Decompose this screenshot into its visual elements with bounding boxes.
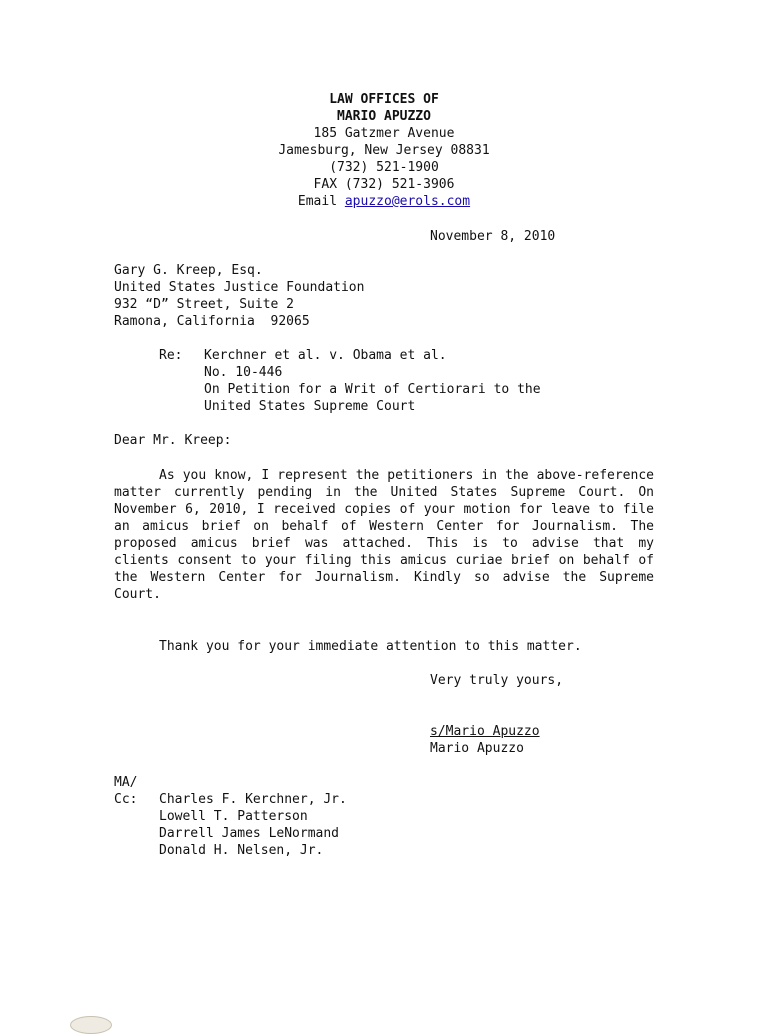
email-link[interactable]: apuzzo@erols.com — [344, 194, 471, 209]
cc-row — [114, 808, 347, 825]
re-spacer — [159, 381, 204, 398]
letterhead-email-row — [0, 193, 768, 210]
closing: Very truly yours, — [430, 673, 564, 688]
email-label: Email — [297, 194, 345, 209]
signer-name: Mario Apuzzo — [430, 741, 524, 756]
cc-name: Lowell T. Patterson — [159, 809, 308, 824]
cc-spacer — [114, 825, 159, 842]
cc-name: Donald H. Nelsen, Jr. — [159, 843, 324, 858]
re-line: Kerchner et al. v. Obama et al. — [204, 348, 447, 363]
cc-name: Darrell James LeNormand — [159, 826, 340, 841]
letterhead-phone: (732) 521-1900 — [329, 160, 439, 175]
cc-row — [114, 791, 347, 808]
body-paragraph: As you know, I represent the petitioners in the above-reference matter currently pending in the United States Supreme Court. On November 6, 2010, I received copies of your motion for leave to file an amicus brief on behalf of Western Center for Journalism. The proposed amicus brief was attached. This is to advise that my clients consent to your filing this amicus curiae brief on behalf of the Western Center for Journalism. Kindly so advise the Supreme Court. — [114, 468, 654, 602]
letterhead — [0, 91, 768, 210]
addressee-line: 932 “D” Street, Suite 2 — [114, 297, 295, 312]
cc-name: Charles F. Kerchner, Jr. — [159, 792, 347, 807]
salutation: Dear Mr. Kreep: — [114, 433, 232, 448]
signature-block — [430, 723, 540, 757]
cc-block — [114, 791, 347, 859]
cc-label: Cc: — [114, 792, 138, 807]
re-block — [159, 347, 541, 415]
seal-mark — [70, 1016, 112, 1034]
cc-spacer — [114, 842, 159, 859]
re-spacer — [159, 364, 204, 381]
re-row — [159, 381, 541, 398]
re-line: United States Supreme Court — [204, 399, 416, 414]
re-row — [159, 364, 541, 381]
re-spacer — [159, 398, 204, 415]
letterhead-line-1: LAW OFFICES OF — [329, 92, 439, 107]
re-label: Re: — [159, 348, 183, 363]
cc-spacer — [114, 808, 159, 825]
letter-date: November 8, 2010 — [430, 229, 556, 244]
addressee-block — [114, 262, 364, 330]
re-line: On Petition for a Writ of Certiorari to the — [204, 382, 541, 397]
addressee-line: Gary G. Kreep, Esq. — [114, 263, 263, 278]
cc-row — [114, 842, 347, 859]
letterhead-city: Jamesburg, New Jersey 08831 — [278, 143, 490, 158]
thanks-line: Thank you for your immediate attention to this matter. — [159, 639, 582, 654]
addressee-line: Ramona, California 92065 — [114, 314, 310, 329]
re-line: No. 10-446 — [204, 365, 283, 380]
cc-row — [114, 825, 347, 842]
re-row — [159, 347, 541, 364]
letterhead-fax: FAX (732) 521-3906 — [313, 177, 455, 192]
letterhead-firm-name: MARIO APUZZO — [337, 109, 431, 124]
electronic-signature: s/Mario Apuzzo — [430, 724, 540, 739]
typist-initials: MA/ — [114, 775, 138, 790]
letterhead-street: 185 Gatzmer Avenue — [313, 126, 455, 141]
re-row — [159, 398, 541, 415]
addressee-line: United States Justice Foundation — [114, 280, 365, 295]
